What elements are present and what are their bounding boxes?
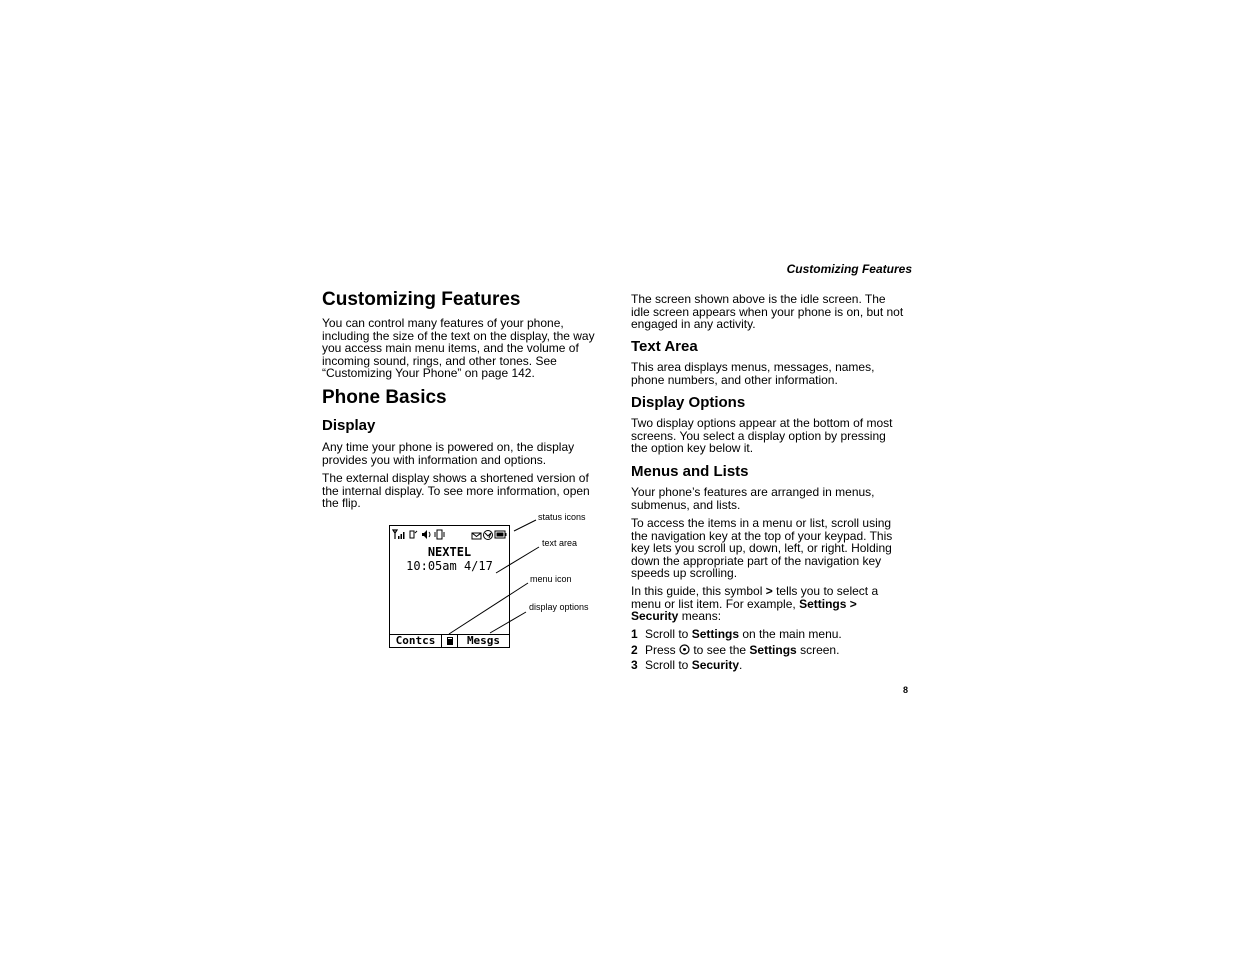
callout-text-area: text area (542, 538, 578, 548)
line: provides you with information and options. (322, 452, 547, 467)
callout-display-options: display options (529, 602, 589, 612)
callout-status-icons: status icons (538, 512, 586, 522)
step-number: 1 (631, 627, 638, 641)
menu-item: Settings (691, 627, 740, 641)
text: on the main menu. (739, 627, 842, 641)
heading-display-options (631, 394, 913, 411)
symbol: > (765, 584, 773, 598)
line: engaged in any activity. (631, 317, 756, 331)
section-title: Phone Basics (322, 387, 447, 408)
line: speeds up scrolling. (631, 566, 738, 580)
line: the flip. (322, 496, 361, 510)
line: the internal display. To see more information, open (322, 483, 590, 498)
running-head: Customizing Features (786, 262, 912, 276)
display-paragraph (322, 441, 604, 466)
line: you access main menu items, and the volume of (322, 341, 579, 355)
speaker-icon (422, 530, 430, 539)
display-options-paragraph (631, 417, 913, 455)
heading-phone-basics (322, 387, 604, 409)
line: the navigation key at the top of your keypad. This (631, 528, 893, 543)
text: Scroll to (645, 627, 692, 641)
page-title: Customizing Features (322, 289, 521, 310)
text: tells you to select a (772, 584, 879, 598)
line: the option key below it. (631, 441, 754, 455)
menu-item: Settings (749, 643, 797, 657)
text: . (739, 658, 743, 672)
line: You can control many features of your phone, (322, 316, 564, 330)
line: Two display options appear at the bottom of most (631, 416, 893, 430)
line: The screen shown above is the idle screen. The (631, 292, 886, 306)
subsection-title: Text Area (631, 338, 698, 355)
idle-screen-paragraph (631, 293, 913, 331)
line (631, 610, 913, 623)
text: to see the (690, 643, 750, 657)
line: idle screen appears when your phone is on, but not (631, 304, 904, 319)
text: Scroll to (645, 658, 692, 672)
menus-paragraph (631, 486, 913, 511)
line: phone numbers, and other information. (631, 372, 838, 387)
menu-item: Security (691, 658, 740, 672)
line: This area displays menus, messages, names, (631, 360, 875, 374)
step-item (631, 627, 913, 642)
step-number: 3 (631, 658, 638, 672)
text: screen. (796, 643, 840, 657)
access-paragraph (631, 517, 913, 580)
menu-path: Security (631, 609, 679, 623)
text: menu or list item. For example, (631, 596, 800, 611)
guide-paragraph (631, 585, 913, 623)
heading-menus-lists (631, 463, 913, 480)
intro-paragraph (322, 317, 604, 380)
external-display-paragraph (322, 472, 604, 510)
softkey-right: Mesgs (458, 634, 509, 647)
heading-text-area (631, 338, 913, 355)
subsection-title: Display Options (631, 394, 746, 411)
menu-path: Settings > (799, 596, 857, 611)
subsection-title: Display (322, 417, 376, 434)
ringer-icon (410, 531, 417, 538)
display-options-leader (490, 612, 526, 633)
line: screens. You select a display option by pressing (631, 428, 886, 443)
text: In this guide, this symbol (631, 584, 766, 598)
line: Your phone’s features are arranged in menus, (631, 485, 875, 499)
line: To access the items in a menu or list, scroll using (631, 516, 892, 530)
heading-display (322, 417, 604, 434)
heading-customizing-features (322, 289, 604, 311)
line: down the appropriate part of the navigation key (631, 553, 882, 568)
steps-list (631, 627, 913, 673)
ok-key-icon (679, 644, 690, 655)
text: Press (645, 643, 680, 657)
step-item (631, 658, 913, 673)
text-area-leader (496, 547, 539, 573)
time-date: 10:05am 4/17 (406, 559, 493, 573)
page-number: 8 (902, 685, 908, 695)
menu-icon-leader (449, 583, 528, 634)
subsection-title: Menus and Lists (631, 463, 749, 480)
line: “Customizing Your Phone” on page 142. (322, 366, 535, 380)
text-area-paragraph (631, 361, 913, 386)
line: key lets you scroll up, down, left, or right. Holding (631, 541, 892, 555)
status-icons-leader (514, 520, 536, 531)
line: Any time your phone is powered on, the display (322, 440, 575, 454)
line: including the size of the text on the display, the way (322, 328, 595, 343)
callout-menu-icon: menu icon (530, 574, 572, 584)
signal-strength-icon (393, 530, 405, 539)
line: incoming sound, rings, and other tones. See (322, 353, 557, 368)
text: means: (678, 609, 722, 623)
line: The external display shows a shortened version of (322, 471, 589, 485)
softkey-left: Contcs (390, 634, 442, 647)
line: submenus, and lists. (631, 497, 741, 512)
carrier-name: NEXTEL (427, 545, 472, 559)
step-number: 2 (631, 643, 638, 657)
step-item (631, 643, 913, 658)
